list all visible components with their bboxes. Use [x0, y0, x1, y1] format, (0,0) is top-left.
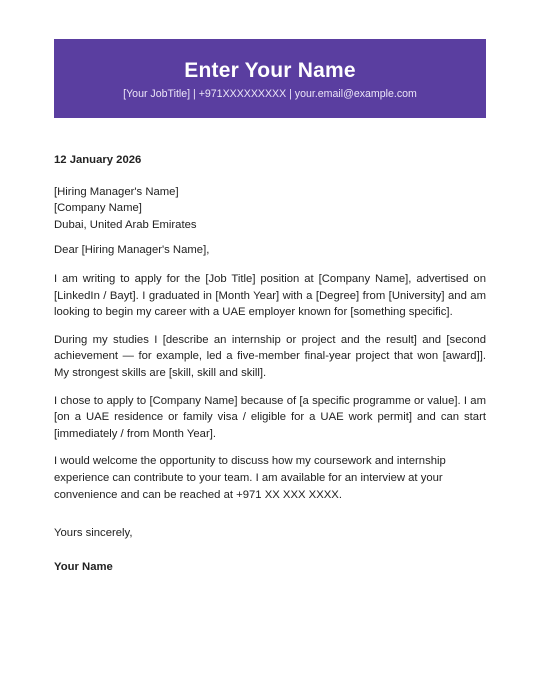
- header-banner: [54, 39, 486, 118]
- recipient-location: Dubai, United Arab Emirates: [54, 218, 197, 231]
- recipient-company: [Company Name]: [54, 202, 142, 215]
- salutation: Dear [Hiring Manager's Name],: [54, 244, 210, 257]
- signature-name: Your Name: [54, 560, 113, 573]
- paragraph-studies: During my studies I [describe an internship or project and the result] and [second achievement — for example, led a five-member final-year project that won [award]]. My strongest skills are [skill, skill and skill].: [54, 333, 486, 379]
- applicant-name: Enter Your Name: [184, 59, 356, 82]
- contact-line: [Your JobTitle] | +971XXXXXXXXX | your.email@example.com: [123, 88, 417, 100]
- recipient-name: [Hiring Manager's Name]: [54, 185, 179, 198]
- paragraph-closing: I would welcome the opportunity to discuss how my coursework and internship experience can contribute to your team. I am available for an interview at your convenience and can be reached at +971 XX XXX XXXX.: [54, 455, 446, 501]
- closing-phrase: Yours sincerely,: [54, 527, 133, 540]
- paragraph-motivation: I chose to apply to [Company Name] because of [a specific programme or value]. I am [on a UAE residence or family visa / eligible for a UAE work permit] and can start [immediately / from Month Year].: [54, 394, 486, 440]
- paragraph-intro: I am writing to apply for the [Job Title] position at [Company Name], advertised on [LinkedIn / Bayt]. I graduated in [Month Year] with a [Degree] from [University] and am looking to begin my career with a UAE employer known for [something specific].: [54, 272, 486, 319]
- letter-body: [54, 152, 486, 575]
- recipient-block: [54, 184, 486, 234]
- letter-date: 12 January 2026: [54, 154, 142, 166]
